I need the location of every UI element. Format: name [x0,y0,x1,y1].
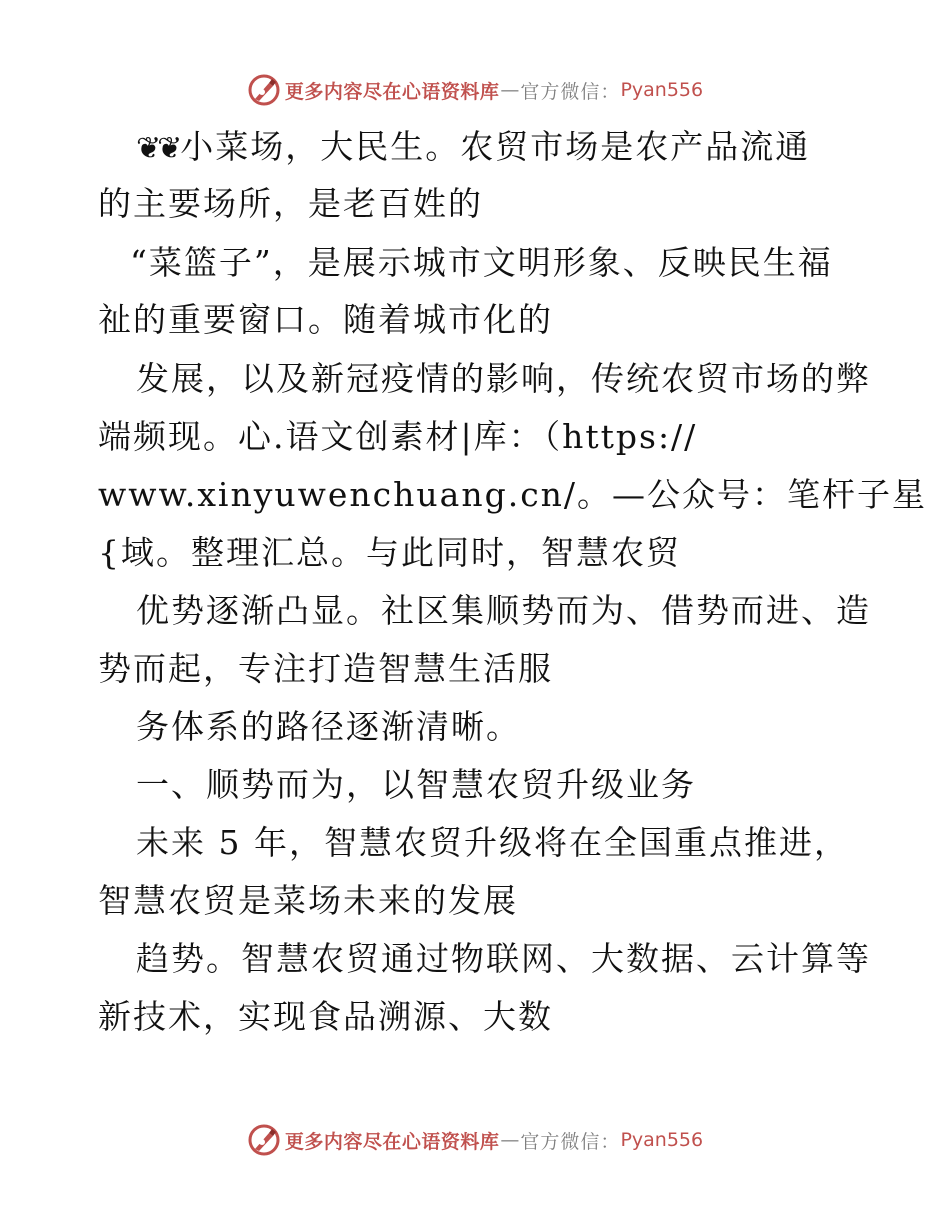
banner-dash: — [500,1129,520,1151]
body-line-14: 智慧农贸是菜场未来的发展 [98,881,518,920]
pen-seal-logo-icon [247,1123,281,1157]
banner-wechat-id: Pyan556 [620,1129,704,1151]
body-line-1 [136,127,810,169]
body-line-8: {域。整理汇总。与此同时，智慧农贸 [98,533,681,572]
banner-title: 更多内容尽在心语资料库 [284,80,500,103]
body-line-16: 新技术，实现食品溯源、大数 [98,997,553,1036]
body-line-2: 的主要场所，是老百姓的 [98,184,483,223]
section-heading: 一、顺势而为，以智慧农贸升级业务 [136,765,696,804]
body-line-10: 势而起，专注打造智慧生活服 [98,649,553,688]
body-line-9: 优势逐渐凸显。社区集顺势而为、借势而进、造 [136,591,871,630]
body-line-13: 未来 5 年，智慧农贸升级将在全国重点推进， [136,823,849,862]
body-line-3: “菜篮子”，是展示城市文明形象、反映民生福 [130,243,833,282]
body-line-7: www.xinyuwenchuang.cn/。—公众号：笔杆子星 [98,475,928,514]
body-line-1-text: 小菜场，大民生。农贸市场是农产品流通 [180,127,811,166]
body-line-5: 发展，以及新冠疫情的影响，传统农贸市场的弊 [136,359,871,398]
body-line-4: 祉的重要窗口。随着城市化的 [98,300,553,339]
banner-wechat-label: 官方微信： [520,80,621,103]
banner-wechat-label: 官方微信： [520,1130,621,1153]
flourish-ornament-icon: ❦❦ [136,131,179,166]
body-line-15: 趋势。智慧农贸通过物联网、大数据、云计算等 [136,939,871,978]
body-line-11: 务体系的路径逐渐清晰。 [136,707,521,746]
banner-wechat-id: Pyan556 [620,79,704,101]
banner-title: 更多内容尽在心语资料库 [284,1130,500,1153]
footer-banner [0,1120,950,1160]
body-line-6: 端频现。心.语文创素材|库：（https:// [98,417,698,456]
banner-dash: — [500,79,520,101]
